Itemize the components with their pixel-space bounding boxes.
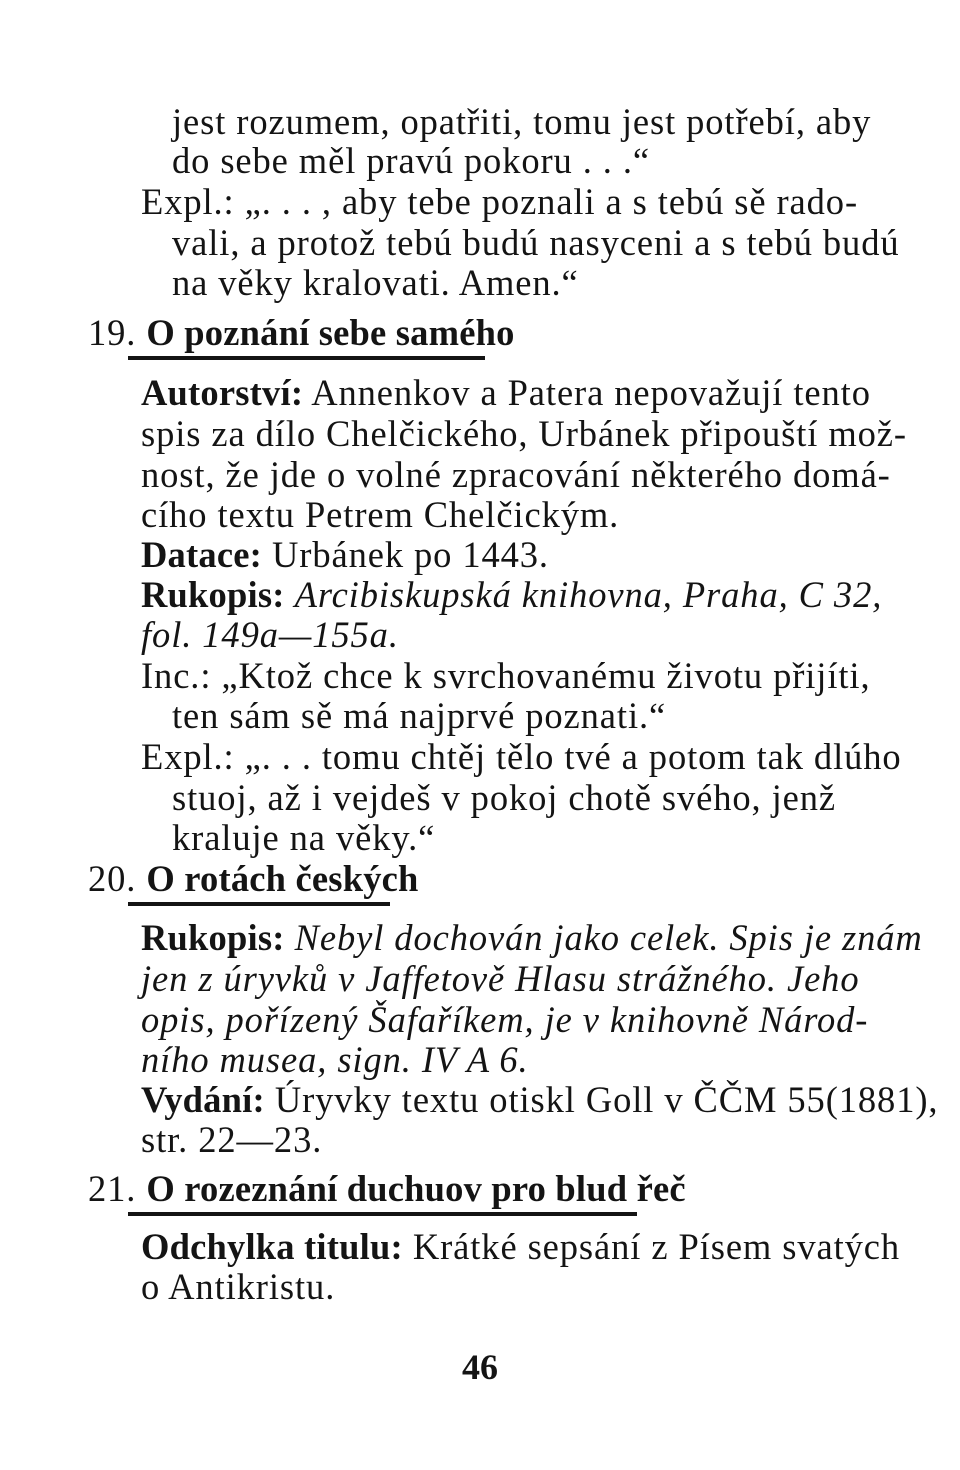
carryover-expl-line-2: vali, a protož tebú budú nasyceni a s tebú budú xyxy=(172,222,900,263)
field-value: Úryvky textu otiskl Goll v ČČM 55(1881), xyxy=(274,1079,939,1120)
field-label: Inc.: xyxy=(141,655,212,696)
field-value: Krátké sepsání z Písem svatých xyxy=(412,1226,901,1267)
autorstvi-line-3: nost, že jde o volné zpracování některého domá- xyxy=(141,454,891,495)
entry-title: O rozeznání duchuov pro blud řeč xyxy=(146,1168,686,1209)
entry-19-rukopis xyxy=(141,574,882,616)
heading-rule xyxy=(128,356,485,360)
carryover-line-2: do sebe měl pravú pokoru . . .“ xyxy=(172,140,650,181)
heading-rule xyxy=(128,1212,637,1216)
carryover-expl-line-3: na věky kralovati. Amen.“ xyxy=(172,262,579,303)
entry-number: 20. xyxy=(88,858,137,899)
field-value: Annenkov a Patera nepovažují tento xyxy=(311,372,871,413)
carryover-line-1: jest rozumem, opatřiti, tomu jest potřebí, aby xyxy=(172,101,872,142)
field-label: Vydání: xyxy=(141,1079,265,1120)
field-label: Rukopis: xyxy=(141,917,285,958)
entry-title: O poznání sebe samého xyxy=(146,312,515,353)
field-value: Arcibiskupská knihovna, Praha, C 32, xyxy=(294,574,883,615)
entry-20-vydani xyxy=(141,1079,938,1121)
field-label: Rukopis: xyxy=(141,574,285,615)
rukopis-line-3: opis, pořízený Šafaříkem, je v knihovně Národ- xyxy=(141,999,869,1040)
entry-19-autorstvi xyxy=(141,372,871,414)
expl-line-3: kraluje na věky.“ xyxy=(172,817,436,858)
field-label: Odchylka titulu: xyxy=(141,1226,403,1267)
expl-line-2: stuoj, až i vejdeš v pokoj chotě svého, jenž xyxy=(172,777,837,818)
field-label: Expl.: xyxy=(141,736,235,777)
expl-text: „. . . , aby tebe poznali a s tebú sě rado- xyxy=(244,181,859,222)
entry-19-inc xyxy=(141,655,871,697)
field-value: Urbánek po 1443. xyxy=(272,534,549,575)
entry-21-heading xyxy=(88,1168,686,1210)
odchylka-line-2: o Antikristu. xyxy=(141,1266,336,1307)
rukopis-line-2: jen z úryvků v Jaffetově Hlasu strážného. Jeho xyxy=(141,958,860,999)
field-value: „Ktož chce k svrchovanému životu přijíti, xyxy=(221,655,871,696)
entry-21-odchylka xyxy=(141,1226,900,1268)
field-label: Autorství: xyxy=(141,372,304,413)
entry-19-expl xyxy=(141,736,902,778)
carryover-expl xyxy=(141,181,858,223)
field-label: Datace: xyxy=(141,534,262,575)
autorstvi-line-4: cího textu Petrem Chelčickým. xyxy=(141,494,620,535)
vydani-line-2: str. 22—23. xyxy=(141,1119,323,1160)
expl-label: Expl.: xyxy=(141,181,235,222)
rukopis-line-4: ního musea, sign. IV A 6. xyxy=(141,1039,529,1080)
entry-20-rukopis xyxy=(141,917,923,959)
rukopis-line-2: fol. 149a—155a. xyxy=(141,614,399,655)
inc-line-2: ten sám sě má najprvé poznati.“ xyxy=(172,695,667,736)
entry-title: O rotách českých xyxy=(146,858,419,899)
entry-number: 19. xyxy=(88,312,137,353)
field-value: „. . . tomu chtěj tělo tvé a potom tak dlúho xyxy=(244,736,902,777)
entry-19-heading xyxy=(88,312,515,354)
field-value: Nebyl dochován jako celek. Spis je znám xyxy=(294,917,923,958)
entry-number: 21. xyxy=(88,1168,137,1209)
page-number: 46 xyxy=(462,1347,498,1387)
entry-20-heading xyxy=(88,858,419,900)
heading-rule xyxy=(128,902,390,906)
entry-19-datace xyxy=(141,534,549,576)
autorstvi-line-2: spis za dílo Chelčického, Urbánek připouští mož- xyxy=(141,413,907,454)
